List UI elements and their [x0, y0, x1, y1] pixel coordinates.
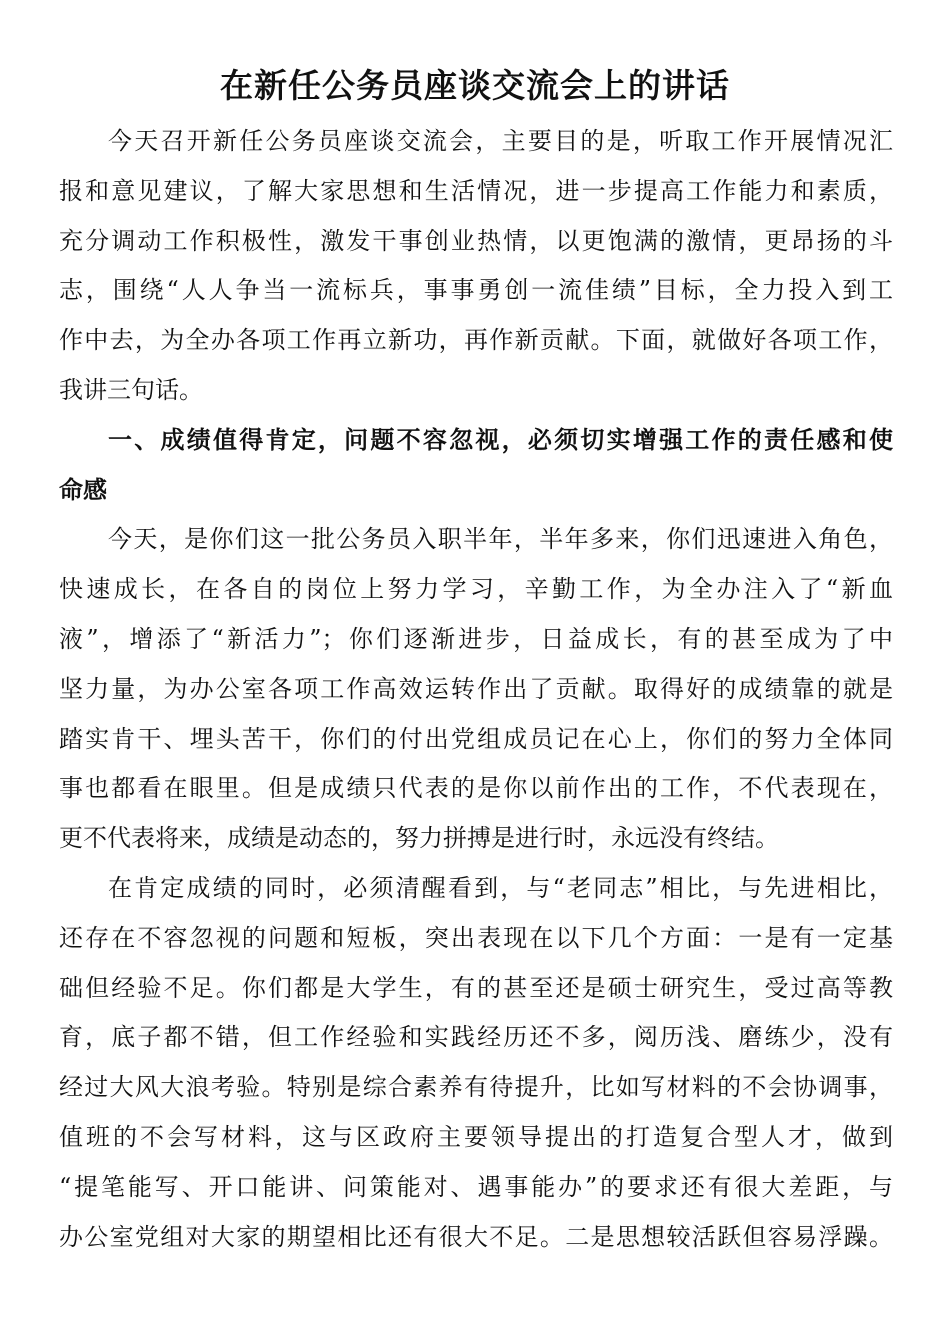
text-line: 础但经验不足。你们都是大学生，有的甚至还是硕士研究生，受过高等教: [59, 973, 893, 1002]
document-title: 在新任公务员座谈交流会上的讲话: [220, 66, 730, 105]
document-body: [59, 117, 893, 1262]
text-line: 更不代表将来，成绩是动态的，努力拼搏是进行时，永远没有终结。: [59, 824, 779, 853]
text-line: 还存在不容忽视的问题和短板，突出表现在以下几个方面：一是有一定基: [59, 923, 893, 952]
section-heading: 一、成绩值得肯定，问题不容忽视，必须切实增强工作的责任感和使: [108, 425, 893, 454]
text-line: 在肯定成绩的同时，必须清醒看到，与“老同志”相比，与先进相比，: [108, 873, 893, 902]
text-line: 志，围绕“人人争当一流标兵，事事勇创一流佳绩”目标，全力投入到工: [59, 276, 893, 305]
text-line: 我讲三句话。: [59, 375, 203, 404]
text-line: 作中去，为全办各项工作再立新功，再作新贡献。下面，就做好各项工作，: [59, 326, 893, 355]
text-line: 坚力量，为办公室各项工作高效运转作出了贡献。取得好的成绩靠的就是: [59, 674, 893, 703]
text-line: 育，底子都不错，但工作经验和实践经历还不多，阅历浅、磨练少，没有: [59, 1023, 893, 1052]
text-line: 踏实肯干、埋头苦干，你们的付出党组成员记在心上，你们的努力全体同: [59, 724, 893, 753]
text-line: 经过大风大浪考验。特别是综合素养有待提升，比如写材料的不会协调事，: [59, 1073, 893, 1102]
text-line: 液”，增添了“新活力”；你们逐渐进步，日益成长，有的甚至成为了中: [59, 624, 893, 653]
text-line: 充分调动工作积极性，激发干事创业热情，以更饱满的激情，更昂扬的斗: [59, 226, 893, 255]
text-line: “提笔能写、开口能讲、问策能对、遇事能办”的要求还有很大差距，与: [59, 1172, 893, 1201]
text-line: 快速成长，在各自的岗位上努力学习，辛勤工作，为全办注入了“新血: [59, 575, 893, 604]
text-line: 今天召开新任公务员座谈交流会，主要目的是，听取工作开展情况汇: [108, 127, 893, 155]
text-line: 值班的不会写材料，这与区政府主要领导提出的打造复合型人才，做到: [59, 1122, 893, 1151]
section-heading: 命感: [59, 475, 107, 504]
text-line: 办公室党组对大家的期望相比还有很大不足。二是思想较活跃但容易浮躁。: [59, 1222, 893, 1251]
text-line: 今天，是你们这一批公务员入职半年，半年多来，你们迅速进入角色，: [108, 525, 893, 554]
text-line: 报和意见建议，了解大家思想和生活情况，进一步提高工作能力和素质，: [59, 176, 893, 205]
text-line: 事也都看在眼里。但是成绩只代表的是你以前作出的工作，不代表现在，: [59, 774, 893, 803]
